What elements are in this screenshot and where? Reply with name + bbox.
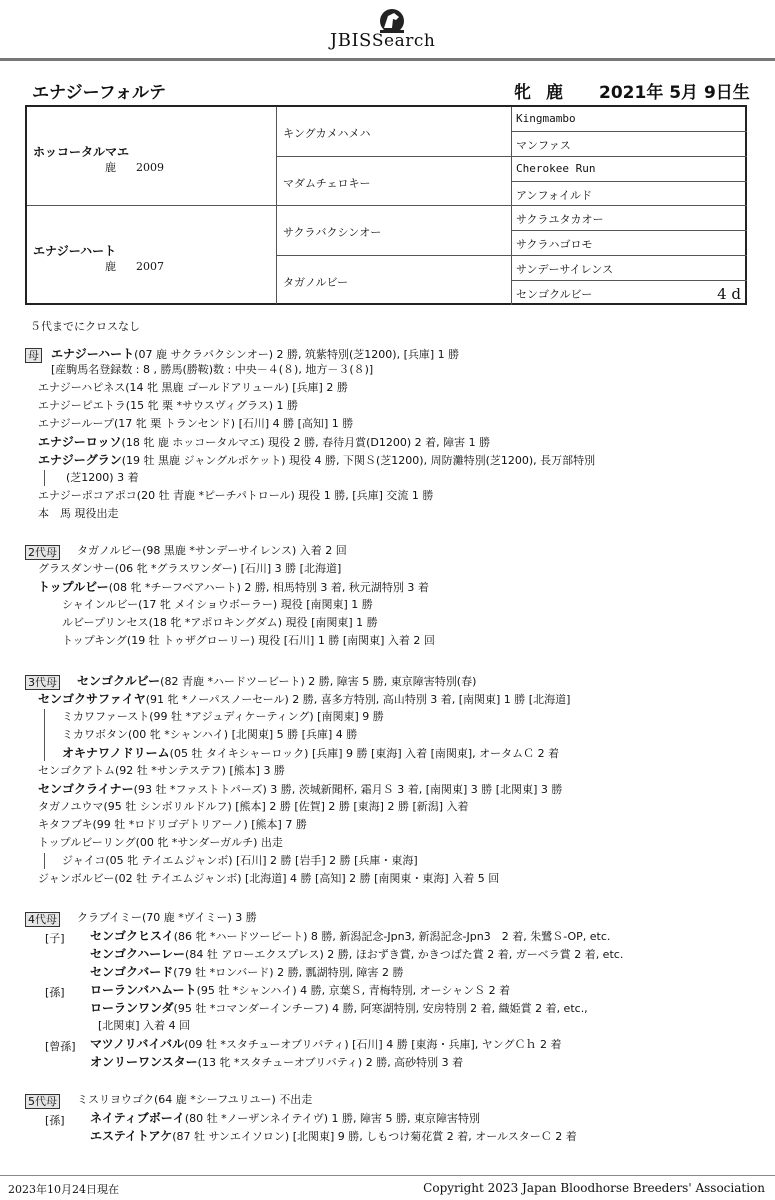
tag-2nd-dam: 2代母 (25, 545, 60, 560)
family-line: [北関東] 入着 4 回 (98, 1019, 191, 1032)
sire-color: 鹿 (105, 161, 116, 174)
horse-birthdate: 2021年 5月 9日生 (599, 83, 750, 103)
family-line: オンリーワンスター(13 牝 *スタチューオブリバティ) 2 勝, 高砂特別 3 着 (90, 1055, 464, 1069)
pedigree-dam (27, 206, 277, 304)
pedigree-dam-dam: タガノルビー (277, 256, 512, 305)
pedigree-ddd: センゴクルビー (516, 288, 593, 301)
horse-color: 鹿 (546, 83, 563, 103)
relation-label: [曾孫] (45, 1040, 76, 1053)
pedigree-dds: サンデーサイレンス (516, 263, 614, 276)
pedigree-sss: Kingmambo (516, 112, 576, 125)
family-line: ミカワボタン(00 牝 *シャンハイ) [北関東] 5 勝 [兵庫] 4 勝 (62, 728, 358, 741)
dam-name[interactable]: エナジーハート (33, 244, 117, 258)
family-line: エナジーロッソ(18 牝 鹿 ホッコータルマエ) 現役 2 勝, 春待月賞(D1200) 2 着, 障害 1 勝 (38, 435, 491, 449)
family-line: エナジーポコアポコ(20 牡 青鹿 *ピーチパトロール) 現役 1 勝, [兵庫] 交流 1 勝 (38, 489, 434, 502)
footer-divider (0, 1175, 775, 1176)
family-line: ルビープリンセス(18 牝 *アポロキングダム) 現役 [南関東] 1 勝 (62, 616, 378, 629)
relation-label: [孫] (45, 986, 65, 999)
family-line: エナジーグラン(19 牡 黒鹿 ジャングルポケット) 現役 4 勝, 下関Ｓ(芝1200), 周防灘特別(芝1200), 長万部特別 (38, 453, 596, 467)
family-line: ジャイコ(05 牝 テイエムジャンボ) [石川] 2 勝 [岩手] 2 勝 [兵庫・東海] (62, 854, 418, 867)
family-line: トップルビー(08 牝 *チーフベアハート) 2 勝, 相馬特別 3 着, 秋元湖特別 3 着 (38, 580, 429, 594)
footer-date: 2023年10月24日現在 (8, 1183, 119, 1196)
dam-year: 2007 (136, 260, 164, 273)
header-divider (0, 58, 775, 61)
jbis-logo[interactable] (330, 8, 460, 54)
horse-title-row (32, 78, 752, 102)
pedigree-table (25, 105, 747, 305)
tag-dam: 母 (25, 348, 42, 363)
pedigree-sire (27, 107, 277, 205)
pedigree-dam-sire: サクラバクシンオー (277, 206, 512, 255)
sire-name[interactable]: ホッコータルマエ (33, 145, 130, 159)
pedigree-sdd: アンフォイルド (516, 189, 593, 202)
family-line: グラスダンサー(06 牝 *グラスワンダー) [石川] 3 勝 [北海道] (38, 562, 342, 575)
horse-name: エナジーフォルテ (32, 83, 166, 103)
family-line: タガノユウマ(95 牡 シンボリルドルフ) [熊本] 2 勝 [佐賀] 2 勝 [東海] 2 勝 [新潟] 入着 (38, 800, 469, 813)
tag-4th-dam: 4代母 (25, 912, 60, 927)
pedigree-ssd: マンファス (516, 139, 571, 152)
pedigree-sire-sire: キングカメハメハ (277, 107, 512, 156)
family-line: ジャンボルビー(02 牡 テイエムジャンボ) [北海道] 4 勝 [高知] 2 勝 [南関東・東海] 入着 5 回 (38, 872, 500, 885)
family-line: センゴクヒスイ(86 牝 *ハードツービート) 8 勝, 新潟記念-Jpn3, 新潟記念-Jpn3 2 着, 朱鷺Ｓ-OP, etc. (90, 929, 611, 943)
family-line: オキナワノドリーム(05 牡 タイキシャーロック) [兵庫] 9 勝 [東海] 入着 [南関東], オータムＣ 2 着 (62, 746, 560, 760)
dam-color: 鹿 (105, 260, 116, 273)
family-line: ネイティブボーイ(80 牡 *ノーザンネイテイヴ) 1 勝, 障害 5 勝, 東京障害特別 (90, 1111, 480, 1125)
family-line: ミスリヨウゴク(64 鹿 *シーフユリユー) 不出走 (77, 1093, 313, 1106)
family-line: マツノリバイバル(09 牡 *スタチューオブリバティ) [石川] 4 勝 [東海・兵庫], ヤングＣｈ 2 着 (90, 1037, 562, 1051)
pedigree-dss: サクラユタカオー (516, 213, 604, 226)
family-line: センゴクサファイヤ(91 牝 *ノーパスノーセール) 2 勝, 喜多方特別, 高山特別 3 着, [南関東] 1 勝 [北海道] (38, 692, 571, 706)
sire-year: 2009 (136, 161, 164, 174)
family-line: トップルビーリング(00 牝 *サンダーガルチ) 出走 (38, 836, 283, 849)
family-line: センゴクアトム(92 牡 *サンテステフ) [熊本] 3 勝 (38, 764, 285, 777)
family-line: ミカワファースト(99 牡 *アジュディケーティング) [南関東] 9 勝 (62, 710, 384, 723)
family-line: センゴクルビー(82 青鹿 *ハードツービート) 2 勝, 障害 5 勝, 東京障害特別(春) (77, 674, 477, 688)
family-line: (芝1200) 3 着 (66, 471, 139, 484)
family-line: センゴクハーレー(84 牡 アローエクスプレス) 2 勝, ほおずき賞, かきつばた賞 2 着, ガーベラ賞 2 着, etc. (90, 947, 624, 961)
pedigree-sds: Cherokee Run (516, 162, 596, 175)
family-line: トップキング(19 牡 トゥザグローリー) 現役 [石川] 1 勝 [南関東] 入着 2 回 (62, 634, 435, 647)
family-line: [産駒馬名登録数 : 8 , 勝馬(勝鞍)数 : 中央－４(８), 地方－３(８)] (51, 363, 374, 376)
family-line: エナジーハピネス(14 牝 黒鹿 ゴールドアリュール) [兵庫] 2 勝 (38, 381, 348, 394)
family-line: タガノルビー(98 黒鹿 *サンデーサイレンス) 入着 2 回 (77, 544, 347, 557)
logo-text: JBISSearch (330, 30, 436, 51)
family-line: エナジーピエトラ(15 牝 栗 *サウスヴィグラス) 1 勝 (38, 399, 299, 412)
cross-note: ５代までにクロスなし (30, 320, 140, 333)
footer-copyright: Copyright 2023 Japan Bloodhorse Breeders' Association (423, 1181, 765, 1195)
family-line: センゴクバード(79 牡 *ロンバード) 2 勝, 瓢湖特別, 障害 2 勝 (90, 965, 404, 979)
family-line: ローランワンダ(95 牡 *コマンダーインチーフ) 4 勝, 阿寒湖特別, 安房特別 2 着, 織姫賞 2 着, etc., (90, 1001, 588, 1015)
family-line: エナジーハート(07 鹿 サクラバクシンオー) 2 勝, 筑紫特別(芝1200), [兵庫] 1 勝 (51, 347, 460, 361)
inbreed-count: 4 d (717, 285, 741, 303)
relation-label: [孫] (45, 1114, 65, 1127)
relation-label: [子] (45, 932, 65, 945)
pedigree-sire-dam: マダムチェロキー (277, 157, 512, 206)
family-line: シャインルビー(17 牝 メイショウボーラー) 現役 [南関東] 1 勝 (62, 598, 373, 611)
tag-3rd-dam: 3代母 (25, 675, 60, 690)
family-line: ローランバハムート(95 牡 *シャンハイ) 4 勝, 京葉Ｓ, 青梅特別, オーシャンＳ 2 着 (90, 983, 511, 997)
family-line: センゴクライナー(93 牡 *ファストトパーズ) 3 勝, 茨城新聞杯, 霜月Ｓ 3 着, [南関東] 3 勝 [北関東] 3 勝 (38, 782, 563, 796)
family-line: クラブイミー(70 鹿 *ヴイミー) 3 勝 (77, 911, 257, 924)
family-line: エステイトアケ(87 牡 サンエイソロン) [北関東] 9 勝, しもつけ菊花賞 2 着, オールスターＣ 2 着 (90, 1129, 577, 1143)
family-line: キタフブキ(99 牡 *ロドリゴデトリアーノ) [熊本] 7 勝 (38, 818, 307, 831)
family-line: エナジーループ(17 牝 栗 トランセンド) [石川] 4 勝 [高知] 1 勝 (38, 417, 354, 430)
tag-5th-dam: 5代母 (25, 1094, 60, 1109)
pedigree-dsd: サクラハゴロモ (516, 238, 593, 251)
family-line: 本 馬 現役出走 (38, 507, 119, 520)
horse-sex: 牝 (514, 83, 531, 103)
